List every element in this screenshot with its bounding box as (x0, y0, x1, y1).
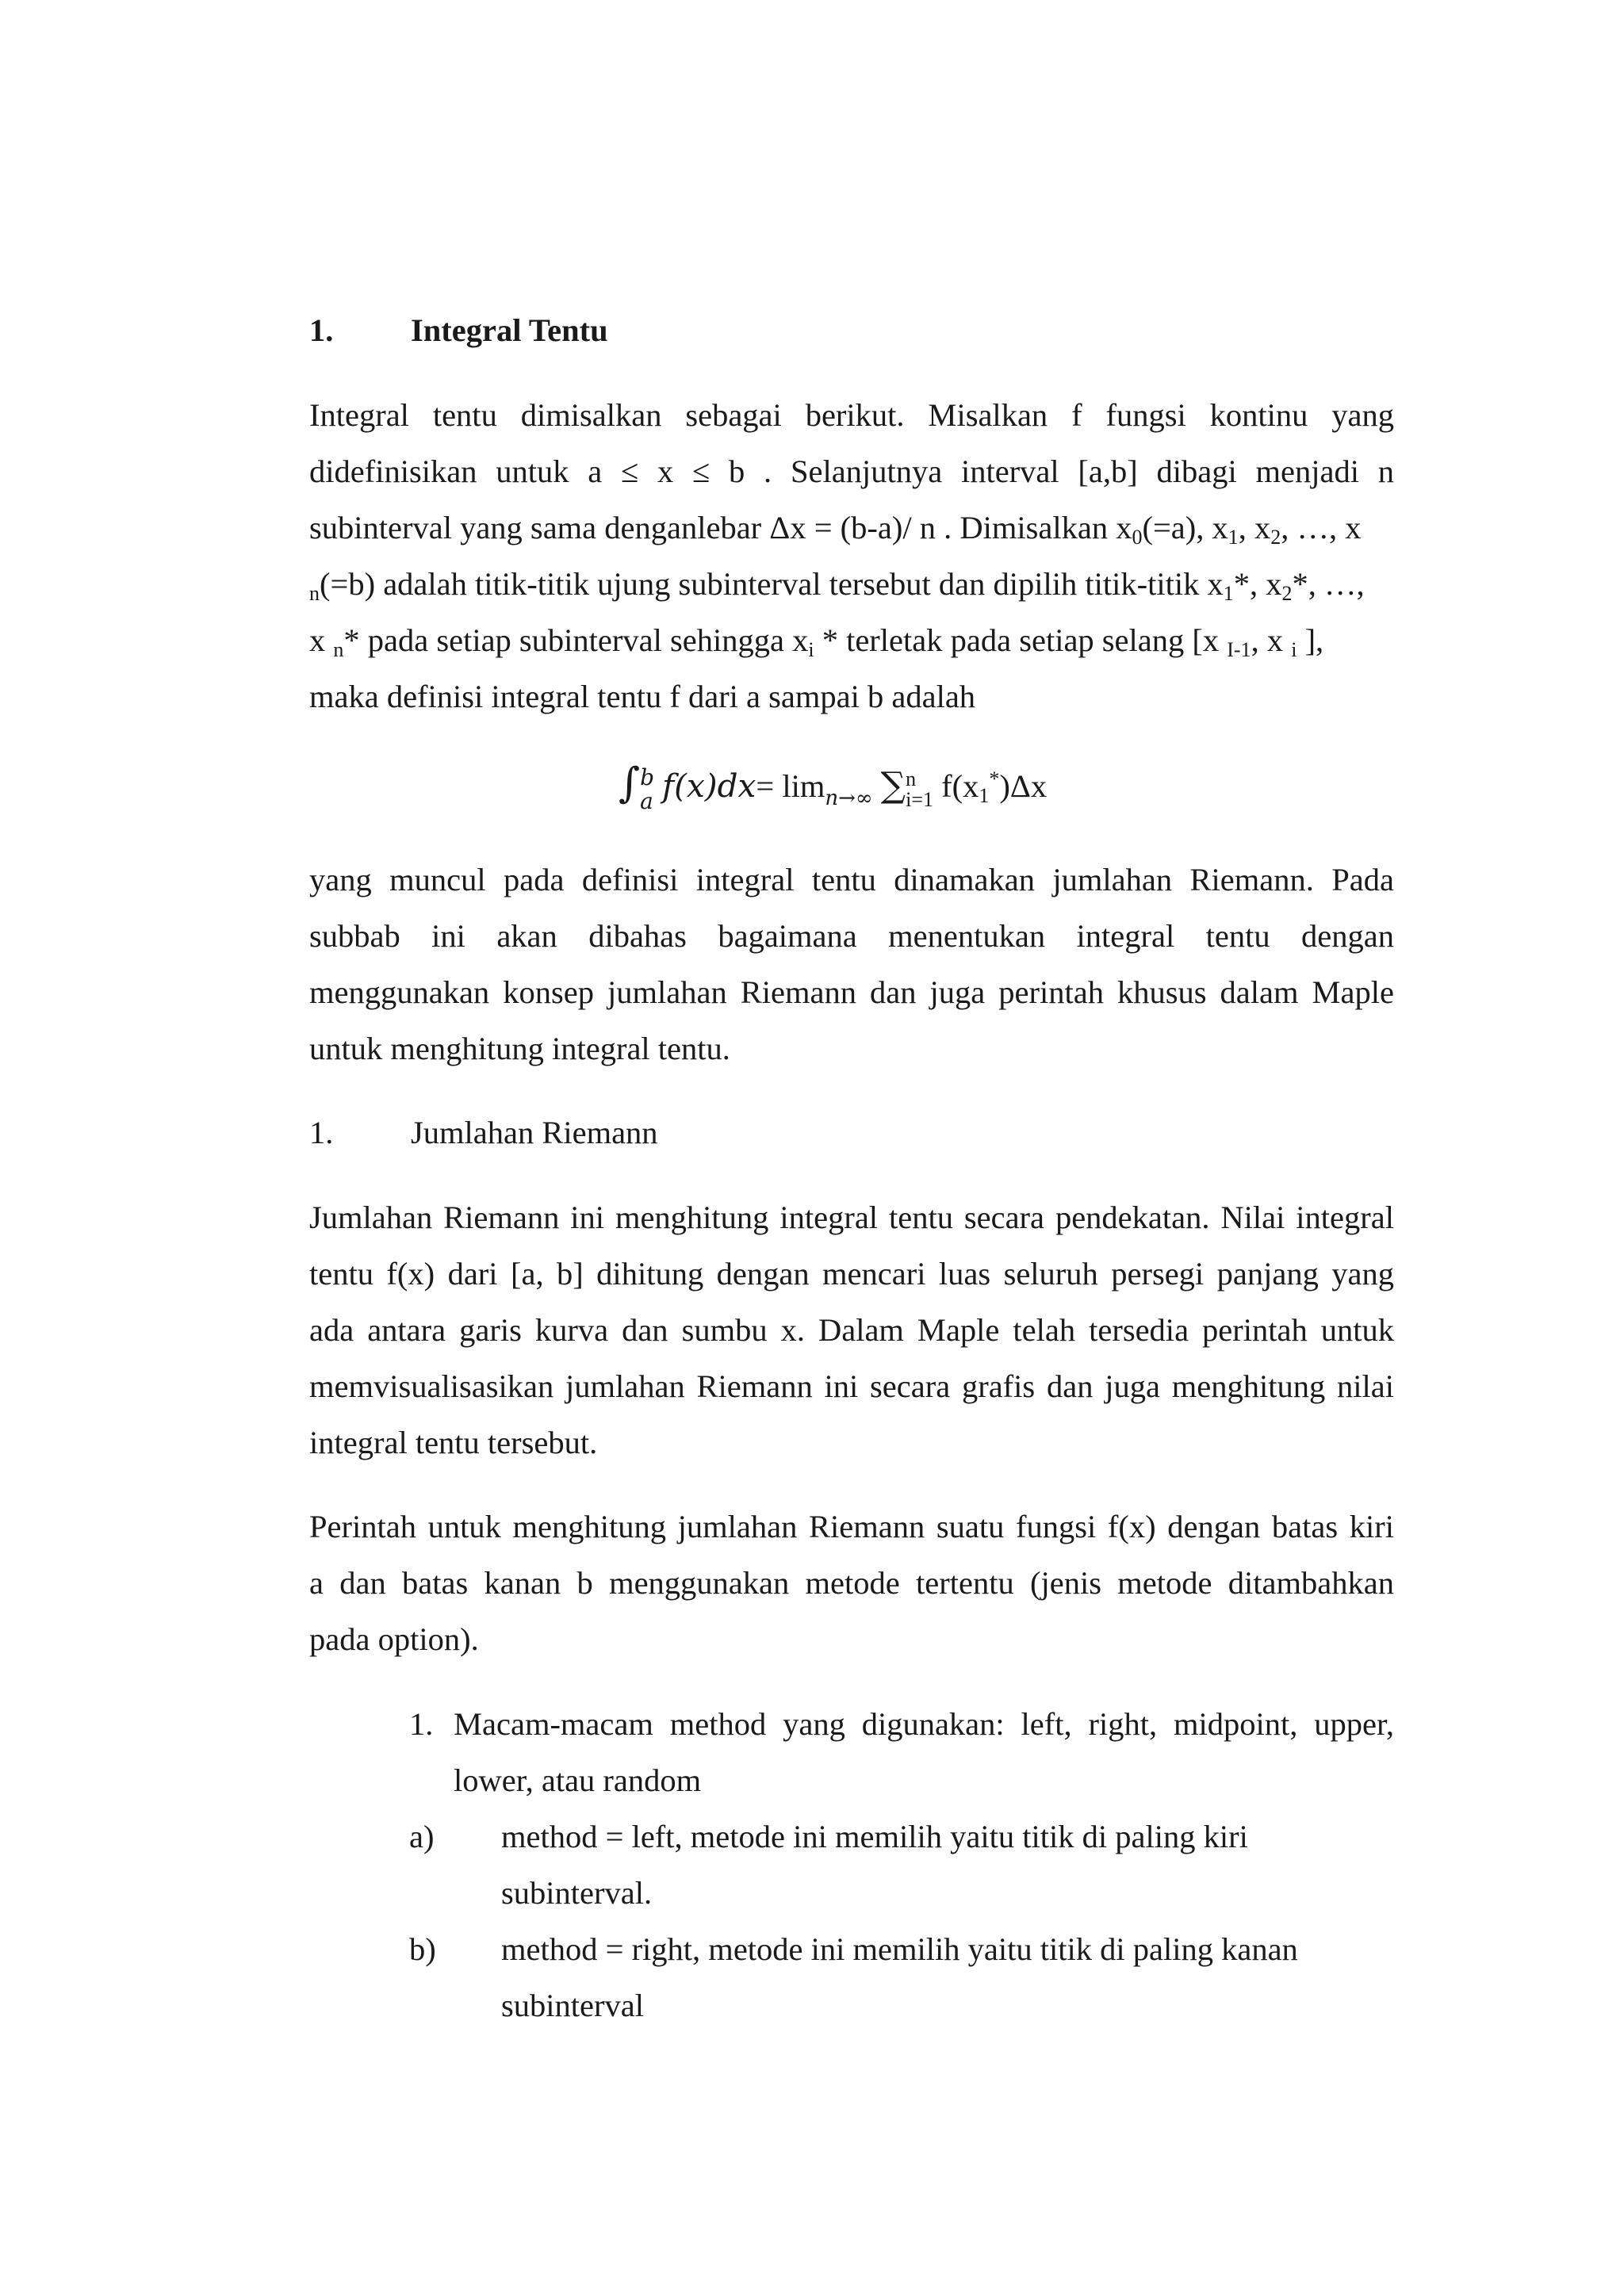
para2-line-3: menggunakan konsep jumlahan Riemann dan juga perintah khusus dalam Maple (309, 974, 1394, 1010)
para2-line-4: untuk menghitung integral tentu. (309, 1031, 730, 1066)
limit-subscript: n→∞ (825, 786, 873, 810)
para3-line-1: Jumlahan Riemann ini menghitung integral tentu secara pendekatan. Nilai integral (309, 1200, 1394, 1235)
para3-line-2: tentu f(x) dari [a, b] dihitung dengan mencari luas seluruh persegi panjang yang (309, 1256, 1394, 1292)
intro-line-2: didefinisikan untuk a ≤ x ≤ b . Selanjutnya interval [a,b] dibagi menjadi n (309, 453, 1394, 489)
list-item-a-line-1: method = left, metode ini memilih yaitu titik di paling kiri (501, 1819, 1248, 1854)
intro-line-6: maka definisi integral tentu f dari a sampai b adalah (309, 679, 976, 714)
section-number: 1. (309, 312, 334, 348)
para2-line-2: subbab ini akan dibahas bagaimana menentukan integral tentu dengan (309, 918, 1394, 954)
subsection-number: 1. (309, 1115, 334, 1150)
integral-sign: ∫ (619, 760, 641, 807)
list-item-a-label: a) (409, 1819, 435, 1854)
sum-limits: n i=1 (906, 767, 933, 811)
list-item-1-line-1: Macam-macam method yang digunakan: left, right, midpoint, upper, (454, 1706, 1394, 1742)
para3-line-3: ada antara garis kurva dan sumbu x. Dalam Maple telah tersedia perintah untuk (309, 1312, 1394, 1348)
list-item-b-label: b) (409, 1931, 436, 1967)
list-item-a-line-2: subinterval. (501, 1875, 653, 1911)
sum-sign: ∑ (880, 765, 906, 806)
subsection-heading (309, 1113, 1394, 1153)
section-heading (309, 311, 1394, 350)
intro-line-4: $_n$(=b) adalah titik-titik ujung subinterval tersebut dan dipilih titik-titik $x_1*$, $x_2*$, …, (309, 566, 1365, 605)
list-item-1-line-2: lower, atau random (454, 1762, 702, 1798)
intro-line-1: Integral tentu dimisalkan sebagai berikut. Misalkan f fungsi kontinu yang (309, 397, 1394, 433)
para4-line-2: a dan batas kanan b menggunakan metode tertentu (jenis metode ditambahkan (309, 1565, 1394, 1601)
integral-limits: b a (640, 763, 655, 814)
intro-line-5: x $_n$* pada setiap subinterval sehingga $x_i$ * terletak pada setiap selang [x $_{I-1}$, x $_i$ ], (309, 622, 1324, 661)
para3-line-4: memvisualisasikan jumlahan Riemann ini secara grafis dan juga menghitung nilai (309, 1368, 1394, 1404)
list-item-1-number: 1. (409, 1706, 434, 1742)
para3-line-5: integral tentu tersebut. (309, 1425, 598, 1460)
para4-line-3: pada option). (309, 1621, 479, 1657)
sum-term: $f(x_1^*)\Delta x$ (941, 767, 1048, 807)
limit-text: = lim (756, 768, 825, 804)
subsection-title: Jumlahan Riemann (411, 1115, 658, 1150)
para4-line-1: Perintah untuk menghitung jumlahan Riemann suatu fungsi f(x) dengan batas kiri (309, 1509, 1394, 1544)
list-item-b-line-2: subinterval (501, 1988, 644, 2023)
para2-line-1: yang muncul pada definisi integral tentu dinamakan jumlahan Riemann. Pada (309, 862, 1394, 897)
intro-line-3: subinterval yang sama denganlebar Δx = (b-a)/ n . Dimisalkan $x_0(=a)$, $x_1$, $x_2$, …, x (309, 510, 1362, 549)
section-title: Integral Tentu (411, 312, 608, 348)
list-item-b-line-1: method = right, metode ini memilih yaitu titik di paling kanan (501, 1931, 1298, 1967)
integral-formula (619, 752, 1174, 815)
integrand: f(x)dx (662, 767, 756, 805)
